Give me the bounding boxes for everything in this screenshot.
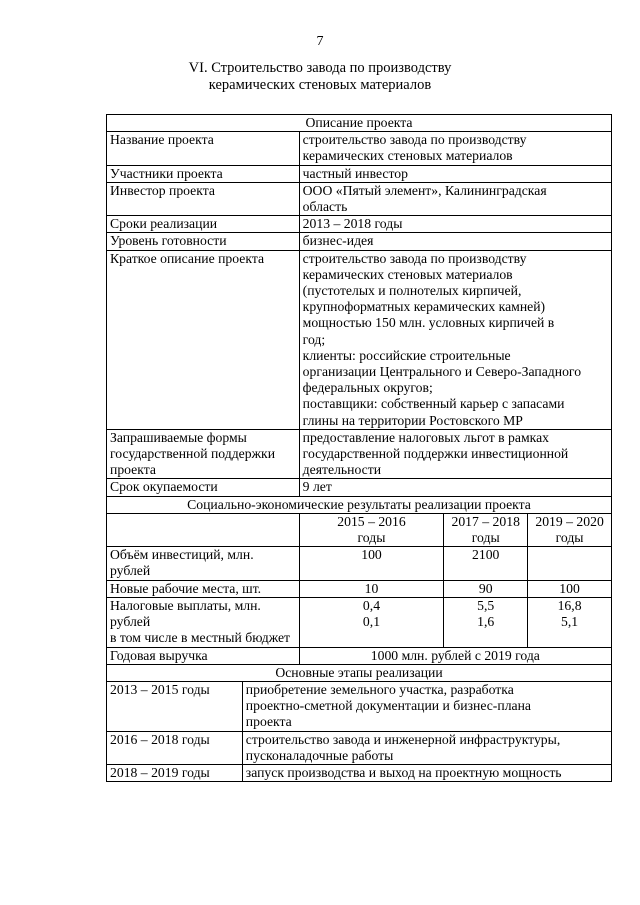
revenue-label: Годовая выручка bbox=[107, 647, 300, 664]
table-row bbox=[107, 115, 612, 132]
period-line: 2017 – 2018 bbox=[451, 513, 520, 529]
field-label bbox=[107, 182, 300, 215]
value-line: глины на территории Ростовского МР bbox=[302, 412, 523, 428]
field-label bbox=[107, 165, 300, 182]
indicator-value bbox=[444, 547, 528, 580]
label-line: Объём инвестиций, млн. рублей bbox=[110, 547, 254, 579]
period-line: годы bbox=[357, 530, 386, 546]
stage-period: 2018 – 2019 годы bbox=[107, 764, 243, 781]
value-line: организации Центрального и Северо-Западного bbox=[302, 364, 582, 380]
field-label bbox=[107, 250, 300, 429]
value-line: 100 bbox=[559, 580, 580, 596]
value-line: керамических стеновых материалов bbox=[302, 148, 513, 164]
table-row bbox=[107, 764, 612, 781]
value-line: мощностью 150 млн. условных кирпичей в bbox=[302, 315, 555, 331]
indicator-value bbox=[528, 580, 612, 597]
table-row bbox=[107, 731, 612, 764]
value-line: 16,8 bbox=[557, 597, 582, 613]
value-line: 0,1 bbox=[362, 614, 381, 630]
value-line: предоставление налоговых льгот в рамках bbox=[302, 429, 549, 445]
indicator-label bbox=[107, 597, 300, 647]
table-row bbox=[107, 597, 612, 647]
field-value bbox=[299, 165, 611, 182]
empty-cell bbox=[107, 513, 300, 546]
value-line: клиенты: российские строительные bbox=[302, 347, 511, 363]
period-header bbox=[528, 513, 612, 546]
field-value bbox=[299, 182, 611, 215]
field-label bbox=[107, 132, 300, 165]
field-value bbox=[299, 250, 611, 429]
section-header: Основные этапы реализации bbox=[107, 664, 612, 681]
value-line: 2013 – 2018 годы bbox=[302, 216, 403, 232]
field-label bbox=[107, 429, 300, 479]
value-line: 10 bbox=[364, 580, 379, 596]
label-line: Инвестор проекта bbox=[110, 182, 215, 198]
label-line: Налоговые выплаты, млн. рублей bbox=[110, 597, 261, 630]
table-row bbox=[107, 647, 612, 664]
section-header: Описание проекта bbox=[107, 115, 612, 132]
value-line: год; bbox=[302, 331, 326, 347]
field-label bbox=[107, 233, 300, 250]
table-row bbox=[107, 165, 612, 182]
label-line: в том числе в местный бюджет bbox=[110, 630, 291, 646]
value-line: 0,4 bbox=[362, 597, 381, 613]
table-row bbox=[107, 233, 612, 250]
title-line: керамических стеновых материалов bbox=[208, 77, 432, 93]
field-label bbox=[107, 216, 300, 233]
period-header bbox=[444, 513, 528, 546]
value-line: 90 bbox=[478, 580, 493, 596]
table-row bbox=[107, 132, 612, 165]
value-line: крупноформатных керамических камней) bbox=[302, 299, 546, 315]
indicator-value bbox=[528, 597, 612, 647]
indicator-label bbox=[107, 580, 300, 597]
label-line: Запрашиваемые формы bbox=[110, 429, 247, 445]
period-line: годы bbox=[471, 530, 500, 546]
table-row bbox=[107, 250, 612, 429]
label-line: Уровень готовности bbox=[110, 233, 227, 249]
value-line: 1,6 bbox=[477, 614, 495, 630]
indicator-value bbox=[444, 597, 528, 647]
field-value bbox=[299, 479, 611, 496]
stage-period: 2013 – 2015 годы bbox=[107, 681, 243, 731]
period-line: 2015 – 2016 bbox=[337, 513, 406, 529]
field-value bbox=[299, 429, 611, 479]
value-line: (пустотелых и полнотелых кирпичей, bbox=[302, 283, 522, 299]
value-line: 100 bbox=[361, 547, 382, 563]
period-line: 2019 – 2020 bbox=[535, 513, 604, 529]
label-line: Краткое описание проекта bbox=[110, 250, 265, 266]
table-row bbox=[107, 479, 612, 496]
label-line: проекта bbox=[110, 462, 156, 478]
table-row bbox=[107, 182, 612, 215]
indicator-value bbox=[299, 597, 444, 647]
field-value bbox=[299, 216, 611, 233]
value-line: поставщики: собственный карьер с запасами bbox=[302, 396, 565, 412]
indicator-value bbox=[299, 580, 444, 597]
label-line: Название проекта bbox=[110, 132, 214, 148]
label-line: государственной поддержки bbox=[110, 446, 276, 462]
stage-line: проекта bbox=[245, 714, 292, 730]
stage-line: строительство завода и инженерной инфраструктуры, bbox=[245, 731, 561, 747]
stage-period: 2016 – 2018 годы bbox=[107, 731, 243, 764]
table-row bbox=[107, 664, 612, 681]
table-row bbox=[107, 547, 612, 580]
field-value bbox=[299, 132, 611, 165]
table-row bbox=[107, 580, 612, 597]
page-number: 7 bbox=[316, 34, 324, 49]
stage-line: проектно-сметной документации и бизнес-плана bbox=[245, 698, 531, 714]
indicator-value bbox=[299, 547, 444, 580]
indicator-value bbox=[528, 547, 612, 580]
value-line: бизнес-идея bbox=[302, 233, 374, 249]
label-line: Участники проекта bbox=[110, 165, 223, 181]
table-row bbox=[107, 681, 612, 731]
table-row bbox=[107, 429, 612, 479]
value-line: ООО «Пятый элемент», Калининградская bbox=[302, 182, 547, 198]
project-table bbox=[106, 114, 612, 782]
label-line: Новые рабочие места, шт. bbox=[110, 580, 262, 596]
value-line: 5,5 bbox=[477, 597, 495, 613]
value-line: частный инвестор bbox=[302, 165, 408, 181]
value-line: строительство завода по производству bbox=[302, 250, 527, 266]
label-line: Сроки реализации bbox=[110, 216, 218, 232]
stage-description bbox=[242, 731, 611, 764]
period-header bbox=[299, 513, 444, 546]
value-line: строительство завода по производству bbox=[302, 132, 527, 148]
stage-description bbox=[242, 764, 611, 781]
field-label bbox=[107, 479, 300, 496]
table-row bbox=[107, 513, 612, 546]
value-line: 5,1 bbox=[561, 614, 579, 630]
stage-description bbox=[242, 681, 611, 731]
indicator-value bbox=[444, 580, 528, 597]
revenue-value: 1000 млн. рублей с 2019 года bbox=[299, 647, 611, 664]
period-line: годы bbox=[555, 530, 584, 546]
value-line: область bbox=[302, 199, 348, 215]
value-line: федеральных округов; bbox=[302, 380, 433, 396]
stage-line: приобретение земельного участка, разработка bbox=[245, 681, 514, 697]
indicator-label bbox=[107, 547, 300, 580]
title-line: VI. Строительство завода по производству bbox=[188, 60, 452, 76]
table-row bbox=[107, 496, 612, 513]
stage-line: пусконаладочные работы bbox=[245, 747, 394, 763]
value-line: деятельности bbox=[302, 462, 382, 478]
field-value bbox=[299, 233, 611, 250]
stage-line: запуск производства и выход на проектную мощность bbox=[245, 764, 562, 780]
section-header: Социально-экономические результаты реализации проекта bbox=[107, 496, 612, 513]
value-line: 2100 bbox=[472, 547, 500, 563]
value-line: государственной поддержки инвестиционной bbox=[302, 446, 569, 462]
value-line: 9 лет bbox=[302, 479, 332, 495]
table-row bbox=[107, 216, 612, 233]
label-line: Срок окупаемости bbox=[110, 479, 218, 495]
value-line bbox=[531, 547, 608, 563]
document-title bbox=[0, 60, 640, 94]
value-line: керамических стеновых материалов bbox=[302, 266, 513, 282]
